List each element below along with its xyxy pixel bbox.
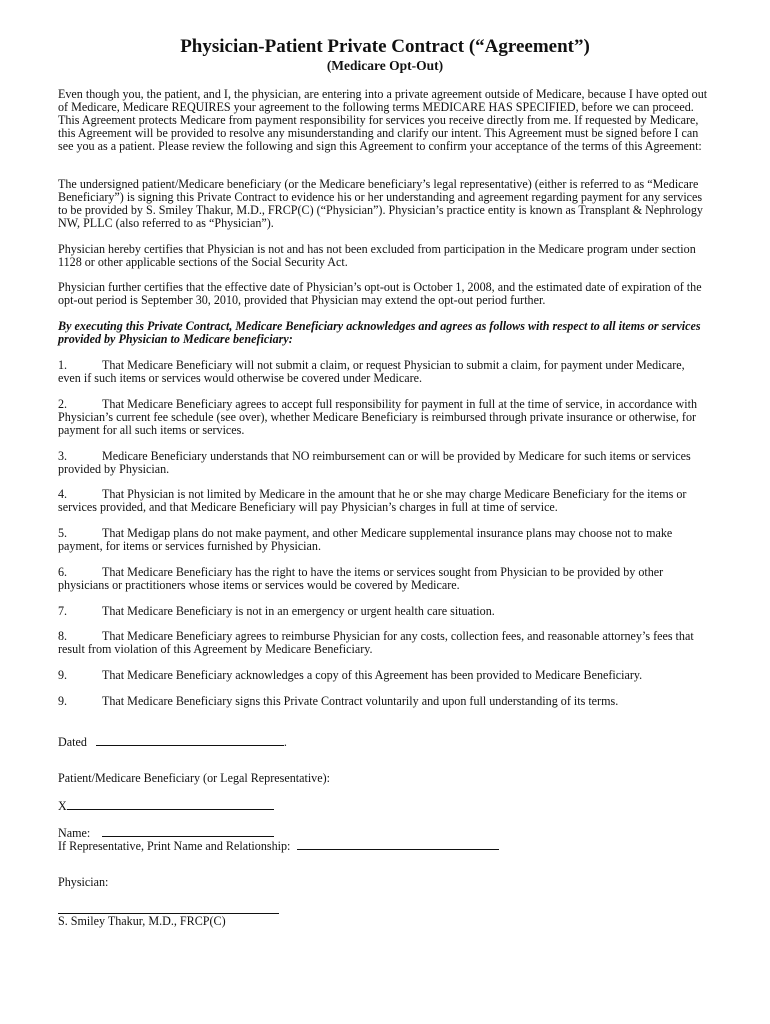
item-number: 5. (58, 526, 68, 540)
item-text: That Physician is not limited by Medicare in the amount that he or she may charge Medicare Beneficiary for the items or services provided, and that Medicare Beneficiary will pay Physician’s charges in full at time of service. (58, 487, 687, 514)
item-number: 7. (58, 604, 68, 618)
item-text: That Medicare Beneficiary has the right to have the items or services sought from Physician to be provided by other physicians or practitioners whose items or services would be covered by Medicare. (58, 565, 664, 592)
dated-label: Dated (58, 735, 87, 749)
dated-suffix: . (283, 735, 287, 749)
representative-label: If Representative, Print Name and Relationship: (58, 839, 291, 853)
item-text: That Medicare Beneficiary agrees to accept full responsibility for payment in full at the time of service, in accordance with Physician’s current fee schedule (see over), whether Medicare Beneficiary is reimbursed through private insurance or otherwise, for payment for all such items or services. (58, 397, 698, 437)
physician-name: S. Smiley Thakur, M.D., FRCP(C) (58, 914, 226, 928)
item-text: That Medicare Beneficiary agrees to reimburse Physician for any costs, collection fees, and reasonable attorney’s fees that result from violation of this Agreement by Medicare Beneficiary. (58, 629, 694, 656)
page-subtitle: (Medicare Opt-Out) (326, 58, 444, 73)
list-item (58, 566, 710, 592)
item-text: That Medicare Beneficiary acknowledges a copy of this Agreement has been provided to Medicare Beneficiary. (102, 668, 643, 682)
executing-paragraph: By executing this Private Contract, Medicare Beneficiary acknowledges and agrees as follows with respect to all items or services provided by Physician to Medicare beneficiary: (58, 319, 701, 346)
representative-field[interactable] (297, 838, 499, 850)
representative-line (58, 838, 499, 853)
item-number: 9. (58, 668, 68, 682)
item-text: That Medicare Beneficiary signs this Private Contract voluntarily and upon full understanding of its terms. (102, 694, 619, 708)
patient-signature-line (58, 798, 274, 813)
patient-signature-field[interactable] (67, 798, 274, 810)
list-item (58, 450, 710, 476)
name-label: Name: (58, 826, 91, 840)
intro-paragraph: Even though you, the patient, and I, the physician, are entering into a private agreement outside of Medicare, because I have opted out of Medicare, Medicare REQUIRES your agreement to the following terms MEDICARE HAS SPECIFIED, before we can proceed. This Agreement protects Medicare from payment responsibility for services you receive directly from me. If requested by Medicare, this Agreement will be provided to resolve any misunderstanding and clarify our intent. This Agreement must be signed before I can see you as a patient. Please review the following and sign this Agreement to confirm your acceptance of the terms of this Agreement: (58, 87, 708, 153)
list-item (58, 527, 710, 553)
list-item (58, 359, 710, 385)
item-text: That Medigap plans do not make payment, and other Medicare supplemental insurance plans may choose not to make payment, for items or services furnished by Physician. (58, 526, 673, 553)
item-number: 9. (58, 694, 68, 708)
item-number: 4. (58, 487, 68, 501)
list-item (58, 398, 710, 437)
list-item (58, 488, 710, 514)
item-number: 1. (58, 358, 68, 372)
patient-label: Patient/Medicare Beneficiary (or Legal Representative): (58, 771, 330, 785)
list-item (58, 630, 710, 656)
physician-label: Physician: (58, 875, 109, 889)
page-title: Physician-Patient Private Contract (“Agreement”) (180, 36, 590, 57)
name-field[interactable] (102, 825, 274, 837)
item-text: That Medicare Beneficiary will not submit a claim, or request Physician to submit a claim, for payment under Medicare, even if such items or services would otherwise be covered under Medicare. (58, 358, 685, 385)
list-item (58, 605, 710, 618)
item-text: Medicare Beneficiary understands that NO reimbursement can or will be provided by Medicare for such items or services provided by Physician. (58, 449, 691, 476)
item-number: 2. (58, 397, 68, 411)
list-item (58, 695, 710, 708)
list-item (58, 669, 710, 682)
beneficiary-paragraph: The undersigned patient/Medicare beneficiary (or the Medicare beneficiary’s legal representative) (either is referred to as “Medicare Beneficiary”) is signing this Private Contract to evidence his or her understanding and agreement regarding payment for any services to be provided by S. Smiley Thakur, M.D., FRCP(C) (“Physician”). Physician’s practice entity is known as Transplant & Nephrology NW, PLLC (also referred to as “Physician”). (58, 177, 703, 230)
dated-line (58, 734, 287, 749)
item-text: That Medicare Beneficiary is not in an emergency or urgent health care situation. (102, 604, 495, 618)
item-number: 3. (58, 449, 68, 463)
opt-out-paragraph: Physician further certifies that the effective date of Physician’s opt-out is October 1, 2008, and the estimated date of expiration of the opt-out period is September 30, 2010, provided that Physician may extend the opt-out period further. (58, 280, 702, 307)
certification-paragraph: Physician hereby certifies that Physician is not and has not been excluded from participation in the Medicare program under section 1128 or other applicable sections of the Social Security Act. (58, 242, 696, 269)
date-field[interactable] (96, 734, 284, 746)
signature-x-label: X (58, 799, 67, 813)
item-number: 8. (58, 629, 68, 643)
item-number: 6. (58, 565, 68, 579)
